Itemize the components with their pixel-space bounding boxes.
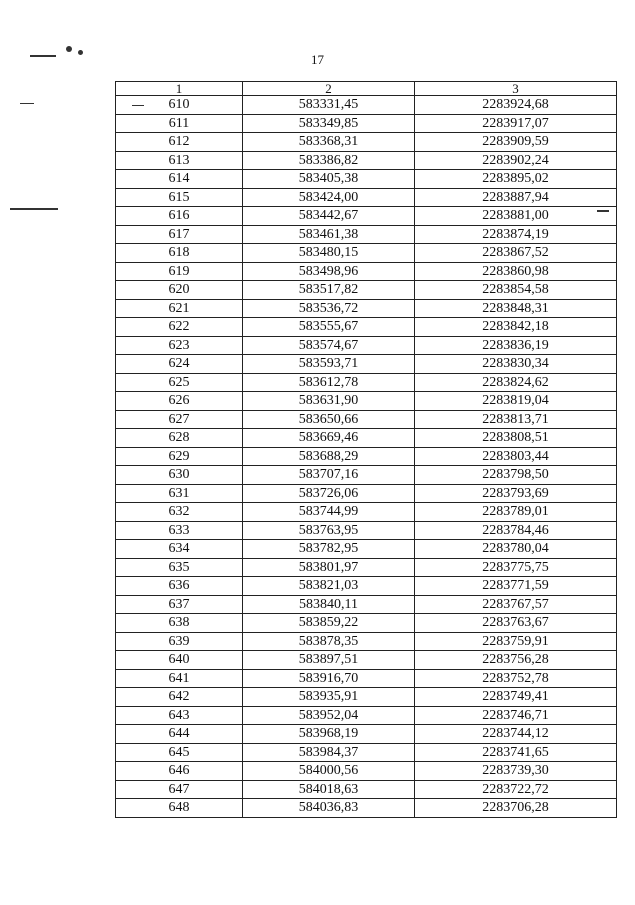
x-coordinate-cell: 583631,90 [243, 392, 415, 411]
point-number-cell: 620 [116, 281, 243, 300]
table-row [116, 262, 617, 281]
x-coordinate-cell: 583349,85 [243, 114, 415, 133]
scan-artifact [20, 103, 34, 104]
x-coordinate-cell: 583984,37 [243, 743, 415, 762]
table-row [116, 799, 617, 818]
point-number-cell: 631 [116, 484, 243, 503]
x-coordinate-cell: 583968,19 [243, 725, 415, 744]
table-row [116, 336, 617, 355]
x-coordinate-cell: 583480,15 [243, 244, 415, 263]
table-row [116, 484, 617, 503]
point-number-cell: 611 [116, 114, 243, 133]
point-number-cell: 624 [116, 355, 243, 374]
x-coordinate-cell: 584000,56 [243, 762, 415, 781]
y-coordinate-cell: 2283848,31 [415, 299, 617, 318]
table-row [116, 392, 617, 411]
table-row [116, 170, 617, 189]
y-coordinate-cell: 2283752,78 [415, 669, 617, 688]
table-row [116, 780, 617, 799]
y-coordinate-cell: 2283767,57 [415, 595, 617, 614]
x-coordinate-cell: 583916,70 [243, 669, 415, 688]
y-coordinate-cell: 2283749,41 [415, 688, 617, 707]
x-coordinate-cell: 583574,67 [243, 336, 415, 355]
scan-artifact [10, 208, 58, 210]
x-coordinate-cell: 583386,82 [243, 151, 415, 170]
table-row [116, 466, 617, 485]
y-coordinate-cell: 2283909,59 [415, 133, 617, 152]
x-coordinate-cell: 583555,67 [243, 318, 415, 337]
point-number-cell: 638 [116, 614, 243, 633]
point-number-cell: 625 [116, 373, 243, 392]
x-coordinate-cell: 583405,38 [243, 170, 415, 189]
table-row [116, 614, 617, 633]
x-coordinate-cell: 583442,67 [243, 207, 415, 226]
x-coordinate-cell: 583368,31 [243, 133, 415, 152]
table-row [116, 244, 617, 263]
table-body [116, 96, 617, 818]
y-coordinate-cell: 2283798,50 [415, 466, 617, 485]
y-coordinate-cell: 2283771,59 [415, 577, 617, 596]
table-row [116, 410, 617, 429]
x-coordinate-cell: 583707,16 [243, 466, 415, 485]
y-coordinate-cell: 2283824,62 [415, 373, 617, 392]
y-coordinate-cell: 2283830,34 [415, 355, 617, 374]
point-number-cell: 630 [116, 466, 243, 485]
page-number: 17 [311, 52, 324, 67]
table-row [116, 133, 617, 152]
point-number-cell: 648 [116, 799, 243, 818]
table-row [116, 577, 617, 596]
y-coordinate-cell: 2283808,51 [415, 429, 617, 448]
point-number-cell: 640 [116, 651, 243, 670]
table-row [116, 114, 617, 133]
y-coordinate-cell: 2283917,07 [415, 114, 617, 133]
y-coordinate-cell: 2283780,04 [415, 540, 617, 559]
table-row [116, 373, 617, 392]
point-number-cell: 612 [116, 133, 243, 152]
point-number-cell: 627 [116, 410, 243, 429]
x-coordinate-cell: 583840,11 [243, 595, 415, 614]
x-coordinate-cell: 583331,45 [243, 96, 415, 115]
x-coordinate-cell: 583801,97 [243, 558, 415, 577]
x-coordinate-cell: 584018,63 [243, 780, 415, 799]
point-number-cell: 622 [116, 318, 243, 337]
table-row [116, 207, 617, 226]
y-coordinate-cell: 2283803,44 [415, 447, 617, 466]
y-coordinate-cell: 2283739,30 [415, 762, 617, 781]
table-header-row [116, 82, 617, 96]
y-coordinate-cell: 2283759,91 [415, 632, 617, 651]
point-number-cell: 642 [116, 688, 243, 707]
x-coordinate-cell: 583498,96 [243, 262, 415, 281]
x-coordinate-cell: 583726,06 [243, 484, 415, 503]
y-coordinate-cell: 2283924,68 [415, 96, 617, 115]
column-header: 2 [243, 82, 415, 96]
y-coordinate-cell: 2283789,01 [415, 503, 617, 522]
point-number-cell: 618 [116, 244, 243, 263]
point-number-cell: 621 [116, 299, 243, 318]
x-coordinate-cell: 583859,22 [243, 614, 415, 633]
table-row [116, 632, 617, 651]
column-header: 3 [415, 82, 617, 96]
x-coordinate-cell: 583688,29 [243, 447, 415, 466]
point-number-cell: 632 [116, 503, 243, 522]
y-coordinate-cell: 2283746,71 [415, 706, 617, 725]
x-coordinate-cell: 583821,03 [243, 577, 415, 596]
scan-artifact [30, 55, 56, 57]
x-coordinate-cell: 583952,04 [243, 706, 415, 725]
table-row [116, 281, 617, 300]
x-coordinate-cell: 583669,46 [243, 429, 415, 448]
y-coordinate-cell: 2283887,94 [415, 188, 617, 207]
y-coordinate-cell: 2283881,00 [415, 207, 617, 226]
table-row [116, 355, 617, 374]
x-coordinate-cell: 583897,51 [243, 651, 415, 670]
scan-artifact [78, 50, 83, 55]
x-coordinate-cell: 584036,83 [243, 799, 415, 818]
point-number-cell: 615 [116, 188, 243, 207]
table-row [116, 447, 617, 466]
point-number-cell: 633 [116, 521, 243, 540]
table-row [116, 521, 617, 540]
table-row [116, 151, 617, 170]
table-row [116, 706, 617, 725]
y-coordinate-cell: 2283793,69 [415, 484, 617, 503]
y-coordinate-cell: 2283756,28 [415, 651, 617, 670]
y-coordinate-cell: 2283784,46 [415, 521, 617, 540]
table-row [116, 299, 617, 318]
y-coordinate-cell: 2283836,19 [415, 336, 617, 355]
table-row [116, 669, 617, 688]
point-number-cell: 635 [116, 558, 243, 577]
point-number-cell: 645 [116, 743, 243, 762]
point-number-cell: 626 [116, 392, 243, 411]
table-row [116, 503, 617, 522]
y-coordinate-cell: 2283874,19 [415, 225, 617, 244]
point-number-cell: 646 [116, 762, 243, 781]
x-coordinate-cell: 583536,72 [243, 299, 415, 318]
table-row [116, 96, 617, 115]
x-coordinate-cell: 583424,00 [243, 188, 415, 207]
y-coordinate-cell: 2283744,12 [415, 725, 617, 744]
x-coordinate-cell: 583593,71 [243, 355, 415, 374]
point-number-cell: 610 [116, 96, 243, 115]
point-number-cell: 628 [116, 429, 243, 448]
point-number-cell: 641 [116, 669, 243, 688]
y-coordinate-cell: 2283842,18 [415, 318, 617, 337]
point-number-cell: 616 [116, 207, 243, 226]
x-coordinate-cell: 583782,95 [243, 540, 415, 559]
y-coordinate-cell: 2283902,24 [415, 151, 617, 170]
point-number-cell: 636 [116, 577, 243, 596]
y-coordinate-cell: 2283763,67 [415, 614, 617, 633]
x-coordinate-cell: 583461,38 [243, 225, 415, 244]
point-number-cell: 647 [116, 780, 243, 799]
table-row [116, 725, 617, 744]
y-coordinate-cell: 2283722,72 [415, 780, 617, 799]
point-number-cell: 629 [116, 447, 243, 466]
table-row [116, 688, 617, 707]
table-row [116, 540, 617, 559]
y-coordinate-cell: 2283775,75 [415, 558, 617, 577]
x-coordinate-cell: 583517,82 [243, 281, 415, 300]
table-row [116, 762, 617, 781]
table-row [116, 429, 617, 448]
table-row [116, 225, 617, 244]
point-number-cell: 637 [116, 595, 243, 614]
scan-artifact [66, 46, 72, 52]
table-row [116, 595, 617, 614]
column-header: 1 [116, 82, 243, 96]
table-row [116, 188, 617, 207]
y-coordinate-cell: 2283867,52 [415, 244, 617, 263]
y-coordinate-cell: 2283741,65 [415, 743, 617, 762]
point-number-cell: 634 [116, 540, 243, 559]
point-number-cell: 623 [116, 336, 243, 355]
y-coordinate-cell: 2283854,58 [415, 281, 617, 300]
table-row [116, 558, 617, 577]
x-coordinate-cell: 583612,78 [243, 373, 415, 392]
table-row [116, 318, 617, 337]
y-coordinate-cell: 2283706,28 [415, 799, 617, 818]
point-number-cell: 644 [116, 725, 243, 744]
table-row [116, 651, 617, 670]
point-number-cell: 619 [116, 262, 243, 281]
table-row [116, 743, 617, 762]
y-coordinate-cell: 2283860,98 [415, 262, 617, 281]
point-number-cell: 617 [116, 225, 243, 244]
y-coordinate-cell: 2283819,04 [415, 392, 617, 411]
x-coordinate-cell: 583878,35 [243, 632, 415, 651]
x-coordinate-cell: 583763,95 [243, 521, 415, 540]
x-coordinate-cell: 583744,99 [243, 503, 415, 522]
point-number-cell: 639 [116, 632, 243, 651]
point-number-cell: 643 [116, 706, 243, 725]
coordinates-table [115, 81, 617, 818]
point-number-cell: 613 [116, 151, 243, 170]
point-number-cell: 614 [116, 170, 243, 189]
x-coordinate-cell: 583935,91 [243, 688, 415, 707]
x-coordinate-cell: 583650,66 [243, 410, 415, 429]
y-coordinate-cell: 2283895,02 [415, 170, 617, 189]
y-coordinate-cell: 2283813,71 [415, 410, 617, 429]
